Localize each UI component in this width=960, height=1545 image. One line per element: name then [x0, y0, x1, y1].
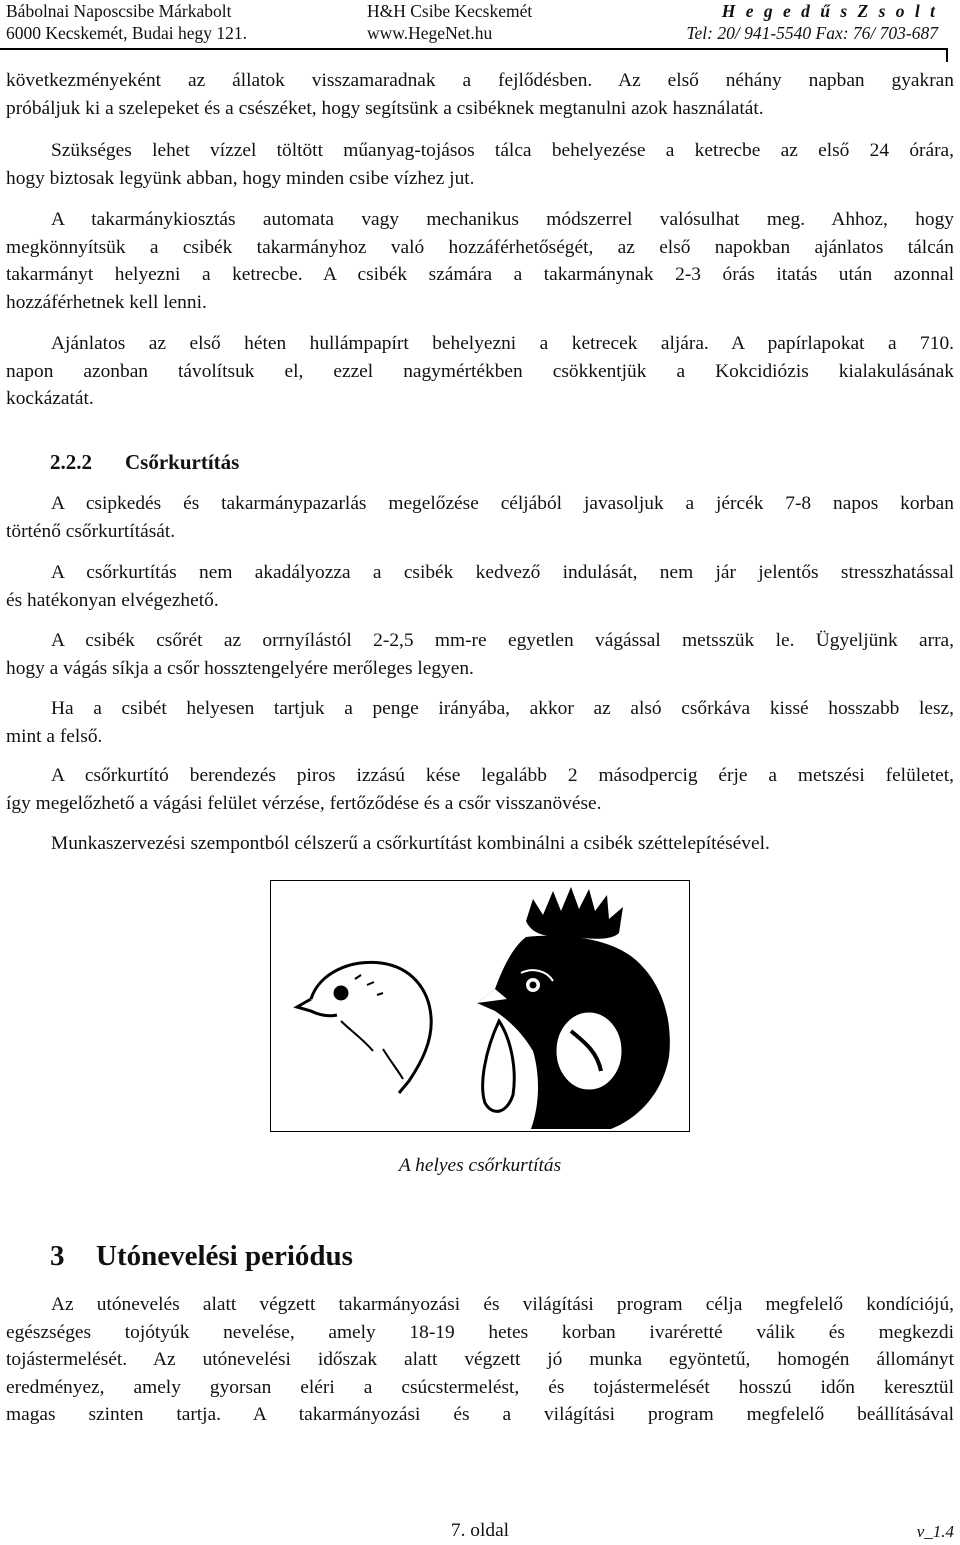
header-corner-mark	[946, 48, 948, 62]
text-line: egészséges tojótyúk nevelése, amely 18-19 hetes korban ivaréretté válik és megkezdi	[6, 1321, 954, 1343]
header-company: Bábolnai Naposcsibe Márkabolt	[6, 1, 232, 21]
chick-head-left	[297, 962, 431, 1093]
section-title: Utónevelési periódus	[96, 1240, 353, 1272]
text-line: tojástermelését. Az utónevelési időszak alatt végzett jó munka egyöntetű, homogén állományt	[6, 1349, 954, 1371]
header-divider	[0, 48, 946, 50]
header-phone: Tel: 20/ 941-5540 Fax: 76/ 703-687	[686, 23, 938, 43]
text-line: takarmányt helyezni a ketrecbe. A csibék számára a takarmánynak 2-3 órás itatás után azonnal	[6, 264, 954, 286]
text-line: A csibék csőrét az orrnyílástól 2-2,5 mm-re egyetlen vágással metsszük le. Ügyeljünk arra,	[51, 630, 954, 651]
section-heading-3	[50, 1240, 353, 1273]
text-line: hogy biztosak legyünk abban, hogy minden csibe vízhez jut.	[6, 167, 475, 189]
text-line: Munkaszervezési szempontból célszerű a csőrkurtítást kombinálni a csibék széttelepítésével.	[51, 833, 770, 854]
paragraph-10	[6, 830, 954, 858]
header-web[interactable]: www.HegeNet.hu	[367, 23, 493, 43]
text-line: kockázatát.	[6, 388, 94, 410]
beak-trimming-illustration	[270, 880, 690, 1132]
text-line: Szükséges lehet vízzel töltött műanyag-tojásos tálca behelyezése a ketrecbe az első 24 órára,	[51, 140, 954, 161]
page-number: 7. oldal	[450, 1520, 510, 1541]
text-line: Ajánlatos az első héten hullámpapírt behelyezni a ketrecek aljára. A papírlapokat a 710.	[51, 333, 954, 354]
paragraph-8	[6, 695, 954, 750]
paragraph-7	[6, 627, 954, 682]
paragraph-1	[6, 67, 954, 122]
page-header	[0, 0, 960, 52]
text-line: A takarmánykiosztás automata vagy mechanikus módszerrel valósulhat meg. Ahhoz, hogy	[51, 209, 954, 230]
rooster-head-right	[477, 887, 670, 1129]
text-line: napon azonban távolítsuk el, ezzel nagymértékben csökkentjük a Kokcidiózis kialakulásának	[6, 360, 954, 382]
text-line: hozzáférhetnek kell lenni.	[6, 291, 207, 313]
text-line: és hatékonyan elvégezhető.	[6, 589, 219, 611]
header-address: 6000 Kecskemét, Budai hegy 121.	[6, 23, 248, 43]
text-line: Az utónevelés alatt végzett takarmányozási és világítási program célja megfelelő kondíciójú,	[51, 1294, 954, 1315]
text-line: Ha a csibét helyesen tartjuk a penge irányába, akkor az alsó csőrkáva kissé hosszabb lesz,	[51, 698, 954, 719]
section-number: 3	[50, 1240, 65, 1272]
chick-heads-drawing	[271, 881, 689, 1131]
section-number: 2.2.2	[50, 450, 92, 474]
section-heading-2-2-2	[50, 450, 239, 475]
paragraph-6	[6, 559, 954, 614]
text-line: így megelőzhető a vágási felület vérzése, fertőződése és a csőr visszanövése.	[6, 792, 602, 814]
paragraph-2	[6, 137, 954, 192]
paragraph-3	[6, 206, 954, 316]
text-line: megkönnyítsük a csibék takarmányhoz való hozzáférhetőségét, az első napokban ajánlatos tálcán	[6, 236, 954, 258]
paragraph-11	[6, 1291, 954, 1429]
text-line: következményeként az állatok visszamaradnak a fejlődésben. Az első néhány napban gyakran	[6, 70, 954, 91]
header-person: H e g e d ű s Z s o l t	[721, 1, 938, 21]
text-line: mint a felső.	[6, 725, 103, 747]
text-line: eredményez, amely gyorsan eléri a csúcstermelést, és tojástermelését hosszú időn keresztül	[6, 1376, 954, 1398]
text-line: próbáljuk ki a szelepeket és a csészéket, hogy segítsünk a csibéknek megtanulni azok használatát.	[6, 97, 764, 119]
text-line: A csőrkurtító berendezés piros izzású kése legalább 2 másodpercig érje a metszési felületet,	[51, 765, 954, 786]
document-version: v_1.4	[916, 1522, 954, 1541]
text-line: A csipkedés és takarmánypazarlás megelőzése céljából javasoljuk a jércék 7-8 napos korban	[51, 493, 954, 514]
text-line: A csőrkurtítás nem akadályozza a csibék kedvező indulását, nem jár jelentős stresszhatással	[51, 562, 954, 583]
figure-caption: A helyes csőrkurtítás	[398, 1155, 562, 1176]
section-title: Csőrkurtítás	[125, 450, 240, 474]
paragraph-5	[6, 490, 954, 545]
paragraph-4	[6, 330, 954, 413]
text-line: magas szinten tartja. A takarmányozási és a világítási program megfelelő beállításával	[6, 1404, 954, 1426]
paragraph-9	[6, 762, 954, 817]
text-line: történő csőrkurtítását.	[6, 520, 176, 542]
text-line: hogy a vágás síkja a csőr hossztengelyére merőleges legyen.	[6, 657, 474, 679]
header-shop: H&H Csibe Kecskemét	[367, 1, 533, 21]
